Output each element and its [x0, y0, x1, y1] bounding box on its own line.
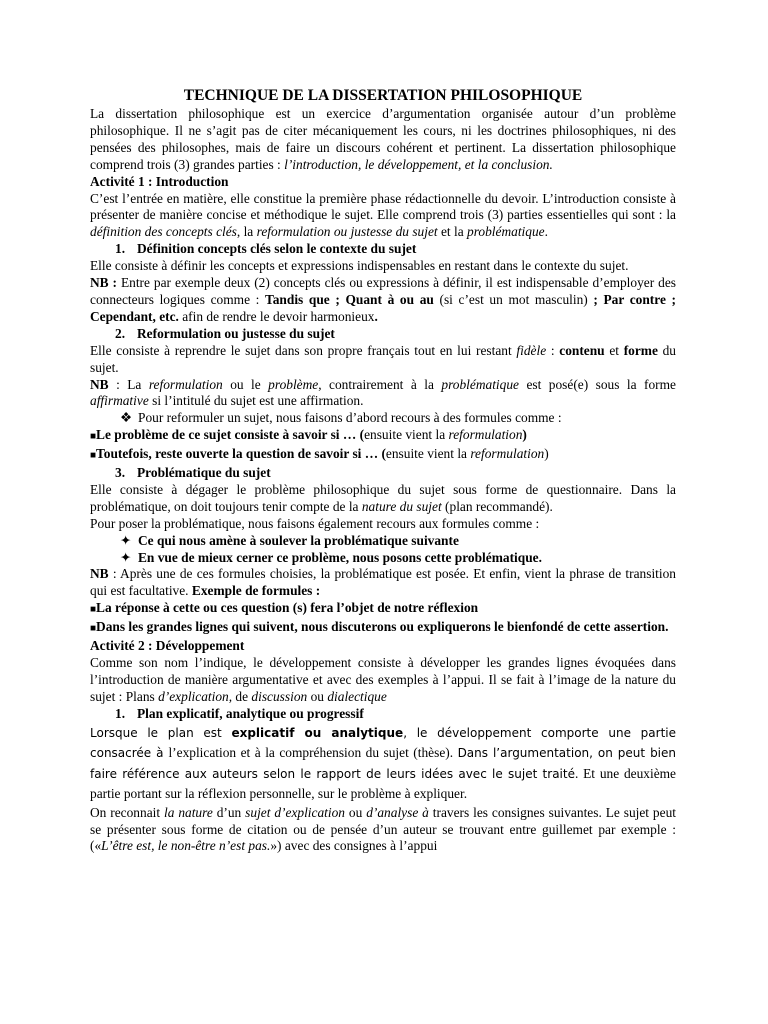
section-2-heading: [90, 326, 676, 343]
text: reformulation: [148, 376, 223, 392]
transition-formula-1: [90, 600, 676, 619]
intro-paragraph: [90, 106, 676, 174]
intro-text: La dissertation philosophique est un exercice d’argumentation organisée autour d’un problème philosophique. Il ne s’agit pas de citer mécaniquement les cours, ni les doctrines philosophiques, ni des pensées des philosophes, mais de faire un discours cohérent et pertinent. La dissertation philosophique comprend trois (3) grandes parties :: [90, 106, 676, 172]
text: explicatif ou analytique: [231, 725, 404, 740]
text: contenu: [559, 342, 605, 358]
nb-label: NB: [90, 376, 109, 392]
nb-label: NB: [90, 566, 109, 582]
text: Dans les grandes lignes qui suivent, nous discuterons ou expliquerons le bienfondé de cette assertion.: [96, 619, 669, 635]
text: Ce qui nous amène à soulever la problématique suivante: [138, 532, 459, 548]
text: définition des concepts clés: [90, 224, 237, 240]
text: Tandis que ; Quant à ou au: [265, 291, 434, 307]
text: .: [374, 308, 378, 324]
text: ou: [307, 688, 328, 704]
text: ): [522, 427, 527, 443]
text: En vue de mieux cerner ce problème, nous posons cette problématique.: [138, 549, 542, 565]
text: On reconnait: [90, 804, 164, 820]
text: ou: [345, 804, 367, 820]
section-number: 3.: [115, 465, 126, 481]
text: nature du sujet: [361, 498, 442, 514]
text: du sujet.: [90, 342, 676, 375]
activity-1-paragraph: [90, 191, 676, 242]
dev-paragraph-2: [90, 805, 676, 856]
text: Elle consiste à dégager le problème philosophique du sujet sous forme de questionnaire. Dans la problématique, on doit toujours tenir compte de la: [90, 481, 676, 514]
section-3-paragraph: [90, 482, 676, 516]
diamond-bullet-icon: ❖: [120, 410, 133, 426]
star-bullet-icon: ✦: [120, 532, 132, 548]
square-bullet-icon: ■: [90, 431, 97, 443]
dev-section-1-paragraph: [90, 723, 676, 805]
text: discussion: [251, 688, 308, 704]
star-bullet-icon: ✦: [120, 549, 132, 565]
section-1-heading: [90, 241, 676, 258]
section-3-paragraph-2: Pour poser la problématique, nous faisons également recours aux formules comme :: [90, 515, 540, 531]
document-title: TECHNIQUE DE LA DISSERTATION PHILOSOPHIQUE: [183, 87, 583, 104]
problematic-formula-1: [90, 533, 676, 550]
section-number: 1.: [115, 241, 126, 257]
text: Pour reformuler un sujet, nous faisons d’abord recours à des formules comme :: [138, 410, 562, 426]
nb-label: NB :: [90, 275, 118, 291]
section-3-heading: [90, 465, 676, 482]
text: problématique: [467, 224, 545, 240]
text: ensuite vient la: [385, 446, 471, 462]
text: reformulation: [448, 427, 523, 443]
text: :: [546, 342, 560, 358]
text: : La: [108, 376, 149, 392]
text: et: [604, 342, 624, 358]
text: dialectique: [327, 688, 387, 704]
text: ») avec des consignes à l’appui: [270, 838, 438, 854]
text: (si c’est un mot masculin): [433, 291, 594, 307]
text: (plan recommandé).: [441, 498, 553, 514]
section-title: Définition concepts clés selon le contexte du sujet: [137, 241, 417, 257]
text: problème: [268, 376, 319, 392]
text: ensuite vient la: [364, 427, 449, 443]
text: Lorsque le plan est: [90, 725, 232, 740]
bullet-reformulation: [90, 410, 676, 427]
problematic-formula-2: [90, 550, 676, 567]
activity-1-heading: Activité 1 : Introduction: [90, 173, 229, 189]
text: afin de rendre le devoir harmonieux: [178, 308, 375, 324]
text: Toutefois, reste ouverte la question de savoir si … (: [96, 446, 386, 462]
text: problématique: [441, 376, 519, 392]
text: fidèle: [516, 342, 547, 358]
text: d’analyse à: [366, 804, 429, 820]
intro-parts: l’introduction, le développement, et la conclusion.: [284, 156, 553, 172]
transition-formula-2: [90, 619, 676, 638]
square-bullet-icon: ■: [90, 450, 97, 462]
text: affirmative: [90, 393, 149, 409]
text: ): [544, 446, 549, 462]
text: l’explication et à la compréhension du sujet (thèse).: [168, 745, 458, 761]
text: sujet d’explication: [245, 804, 345, 820]
text: reformulation ou justesse du sujet: [256, 224, 438, 240]
activity-2-paragraph: [90, 655, 676, 706]
section-title: Reformulation ou justesse du sujet: [137, 325, 335, 341]
document-page: [90, 86, 676, 855]
dev-section-1-heading: [90, 706, 676, 723]
text: . Et une deuxième partie portant sur la réflexion personnelle, sur le problème à expliquer.: [90, 765, 676, 802]
nb-3: [90, 566, 676, 600]
text: Dans l’argumentation, on peut bien faire référence aux auteurs selon le rapport de leurs idées avec le sujet traité: [90, 746, 677, 781]
text: la nature: [164, 804, 213, 820]
text: d’explication,: [158, 688, 233, 704]
text: Elle consiste à reprendre le sujet dans son propre français tout en lui restant: [90, 342, 517, 358]
text: , la: [236, 224, 257, 240]
text: : Après une de ces formules choisies, la problématique est posée. Et enfin, vient la phrase de transition qui est facultative.: [90, 566, 676, 599]
text: et la: [437, 224, 467, 240]
text: , contrairement à la: [318, 376, 442, 392]
formula-1: [90, 427, 676, 446]
text: Exemple de formules :: [191, 583, 321, 599]
text: de: [232, 688, 252, 704]
text: C’est l’entrée en matière, elle constitue la première phase rédactionnelle du devoir. L’introduction consiste à présenter de manière concise et méthodique le sujet. Elle comprend trois (3) parties essentielles qui sont : la: [90, 190, 676, 223]
square-bullet-icon: ■: [90, 604, 97, 616]
section-1-paragraph: Elle consiste à définir les concepts et expressions indispensables en restant dans le contexte du sujet.: [90, 258, 629, 274]
text: reformulation: [470, 446, 545, 462]
text: ; Par contre ; Cependant, etc.: [90, 291, 676, 324]
square-bullet-icon: ■: [90, 623, 97, 635]
text: si l’intitulé du sujet est une affirmation.: [148, 393, 364, 409]
text: L’être est, le non-être n’est pas.: [101, 838, 271, 854]
text: forme: [623, 342, 658, 358]
formula-2: [90, 446, 676, 465]
text: d’un: [212, 804, 246, 820]
text: , le développement comporte une partie consacrée à: [90, 725, 676, 761]
text: Comme son nom l’indique, le développement consiste à développer les grandes lignes évoquées dans l’introduction de manière argumentative et avec des exemples à l’appui. Il se fait à l’image de la nature du sujet : Plans: [90, 655, 676, 704]
text: Le problème de ce sujet consiste à savoir si … (: [96, 427, 365, 443]
text: La réponse à cette ou ces question (s) fera l’objet de notre réflexion: [96, 600, 479, 616]
section-number: 2.: [115, 325, 126, 341]
section-title: Problématique du sujet: [137, 465, 271, 481]
nb-1: [90, 275, 676, 326]
text: .: [544, 224, 548, 240]
text: est posé(e) sous la forme: [518, 376, 676, 392]
section-number: 1.: [115, 705, 126, 721]
section-2-paragraph: [90, 343, 676, 377]
activity-2-heading: Activité 2 : Développement: [90, 638, 245, 654]
text: travers les consignes suivantes. Le sujet peut se présenter sous forme de citation ou de pensée d’un auteur se trouvant entre guillemet par exemple : («: [90, 804, 676, 854]
text: ou le: [222, 376, 269, 392]
text: Entre par exemple deux (2) concepts clés ou expressions à définir, il est indispensable d’employer des connecteurs logiques comme :: [90, 275, 676, 307]
nb-2: [90, 377, 676, 411]
section-title: Plan explicatif, analytique ou progressif: [137, 705, 364, 721]
